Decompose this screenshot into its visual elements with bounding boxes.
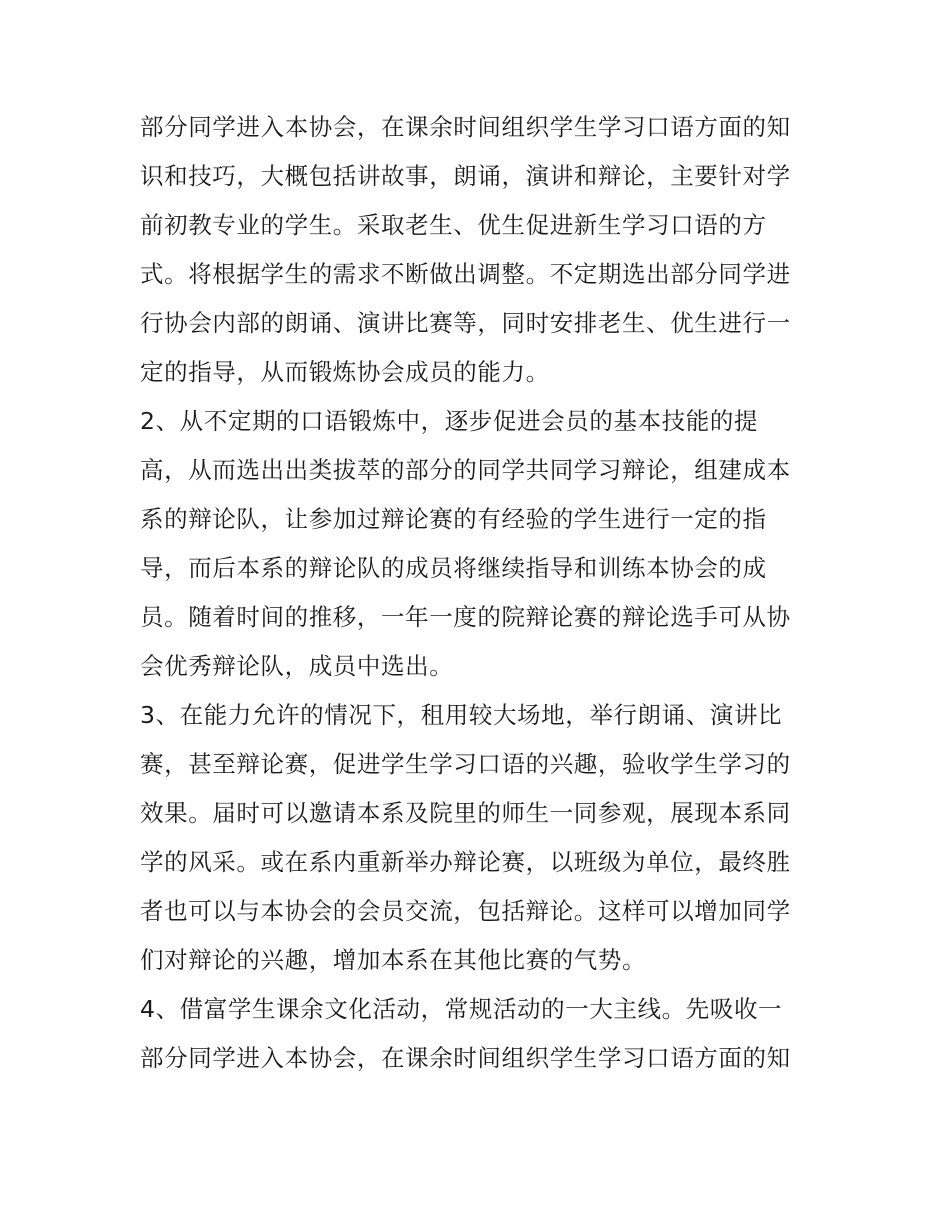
text-line: 前初教专业的学生。采取老生、优生促进新生学习口语的方 [140,211,767,239]
text-line: 学的风采。或在系内重新举办辩论赛，以班级为单位，最终胜 [140,848,791,876]
text-line: 行协会内部的朗诵、演讲比赛等，同时安排老生、优生进行一 [140,309,791,337]
text-line: 部分同学进入本协会，在课余时间组织学生学习口语方面的知 [140,113,791,141]
text-line: 系的辩论队，让参加过辩论赛的有经验的学生进行一定的指 [140,505,767,533]
text-line: 会优秀辩论队，成员中选出。 [140,652,454,680]
text-line: 员。随着时间的推移，一年一度的院辩论赛的辩论选手可从协 [140,603,791,631]
text-line: 效果。届时可以邀请本系及院里的师生一同参观，展现本系同 [140,799,791,827]
text-line: 4、借富学生课余文化活动，常规活动的一大主线。先吸收一 [140,995,783,1023]
text-line: 式。将根据学生的需求不断做出调整。不定期选出部分同学进 [140,260,791,288]
document-body [140,103,820,1083]
text-line: 者也可以与本协会的会员交流，包括辩论。这样可以增加同学 [140,897,791,925]
text-line: 们对辩论的兴趣，增加本系在其他比赛的气势。 [140,946,647,974]
text-line: 3、在能力允许的情况下，租用较大场地，举行朗诵、演讲比 [140,701,783,729]
text-line: 识和技巧，大概包括讲故事，朗诵，演讲和辩论，主要针对学 [140,162,791,190]
text-line: 导，而后本系的辩论队的成员将继续指导和训练本协会的成 [140,554,767,582]
text-line: 部分同学进入本协会，在课余时间组织学生学习口语方面的知 [140,1044,791,1072]
text-line: 2、从不定期的口语锻炼中，逐步促进会员的基本技能的提 [140,407,759,435]
text-line: 高，从而选出出类拔萃的部分的同学共同学习辩论，组建成本 [140,456,791,484]
text-line: 赛，甚至辩论赛，促进学生学习口语的兴趣，验收学生学习的 [140,750,791,778]
text-line: 定的指导，从而锻炼协会成员的能力。 [140,358,550,386]
